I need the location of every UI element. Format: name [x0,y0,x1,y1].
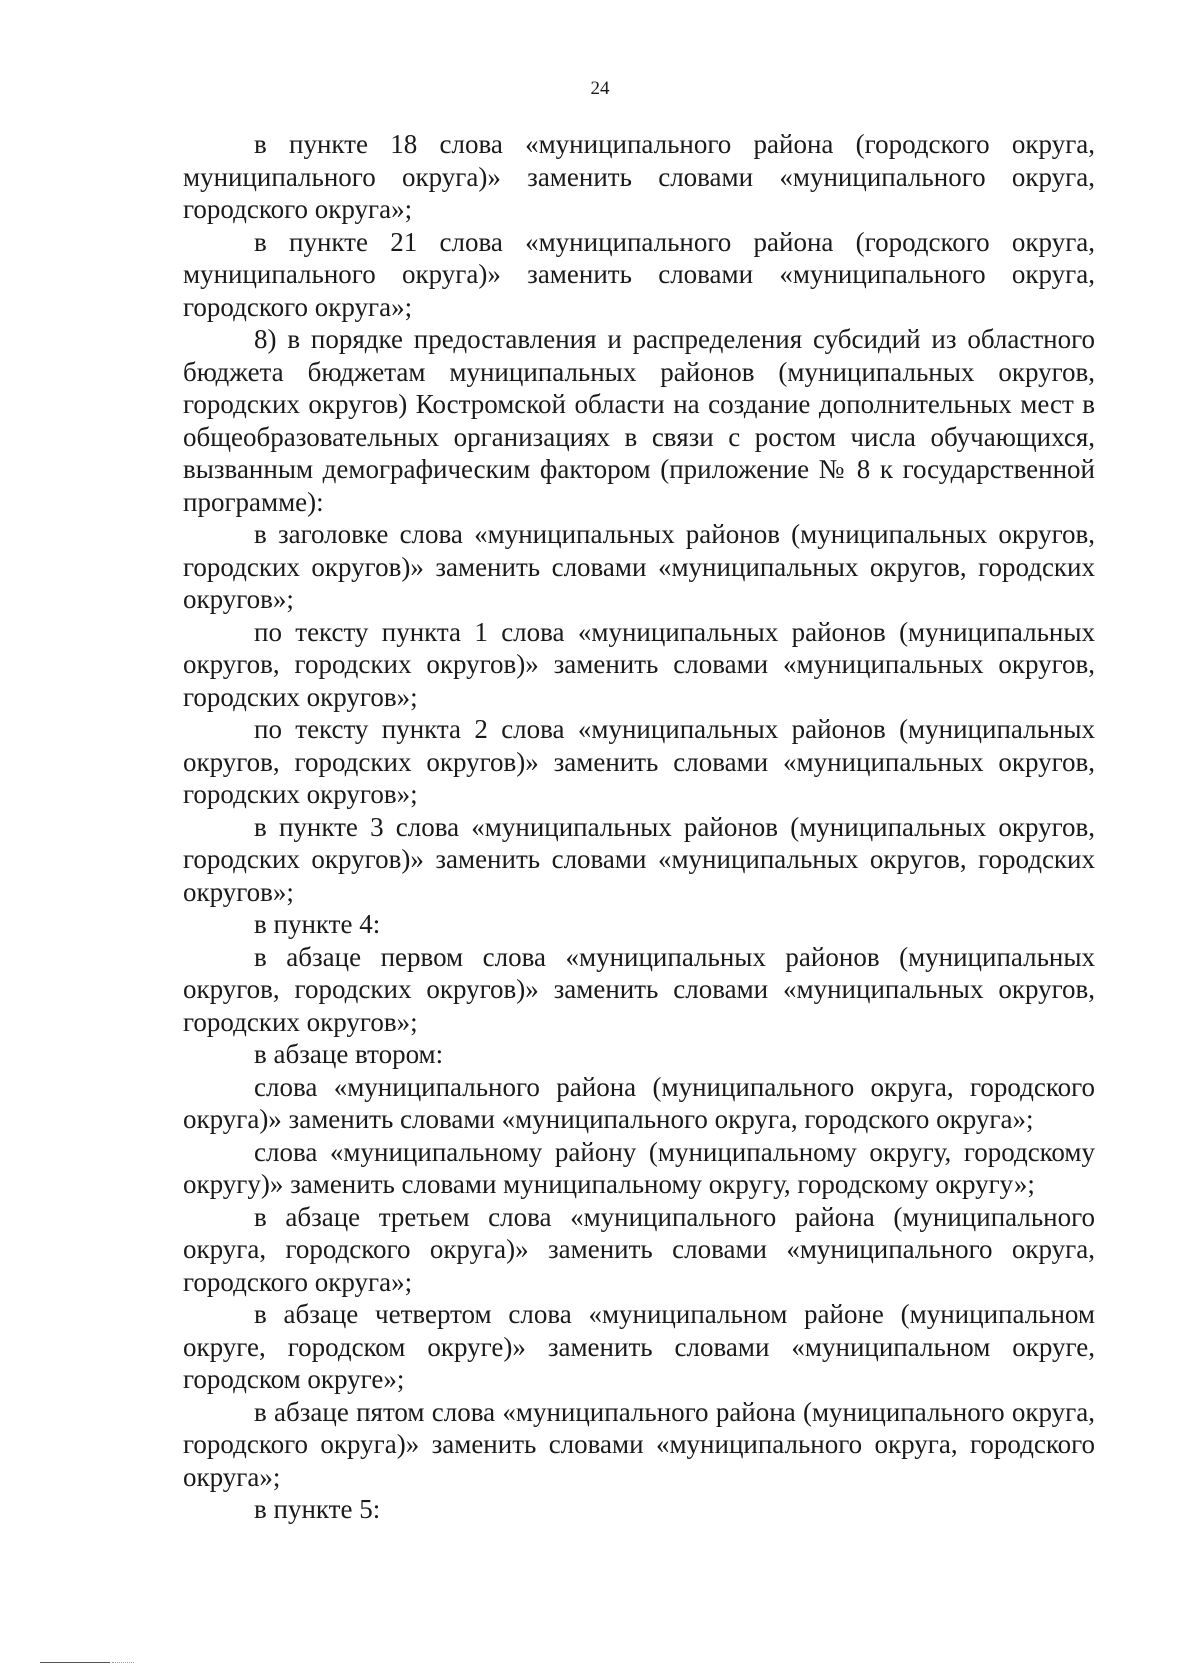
paragraph-heading-change: в заголовке слова «муниципальных районов (муниципальных округов, городских округов)» заменить словами «муниципальных округов, городских округов»; [183,519,1095,614]
page-number: 24 [590,78,610,99]
paragraph-item-4-first: в абзаце первом слова «муниципальных районов (муниципальных округов, городских округов)» заменить словами «муниципальных округов, городских округов»; [183,941,1095,1037]
paragraph-item-18: в пункте 18 слова «муниципального района (городского округа, муниципального округа)» заменить словами «муниципального округа, городского округа»; [183,129,1095,224]
paragraph-section-8: 8) в порядке предоставления и распределения субсидий из областного бюджета бюджетам муниципальных районов (муниципальных округов, городских округов) Костромской области на создание дополнительных мест в общеобразовательных организациях в связи с ростом числа обучающихся, вызванным демографическим фактором (приложение № 8 к государственной программе): [183,324,1095,517]
footer-rule [40,1662,110,1663]
paragraph-item-4-third: в абзаце третьем слова «муниципального района (муниципального округа, городского округа)» заменить словами «муниципального округа, городского округа»; [183,1201,1095,1297]
paragraph-item-2-text: по тексту пункта 2 слова «муниципальных районов (муниципальных округов, городских округов)» заменить словами «муниципальных округов, городских округов»; [183,714,1095,809]
paragraph-item-4-intro: в пункте 4: [254,909,381,939]
paragraph-item-3: в пункте 3 слова «муниципальных районов (муниципальных округов, городских округов)» заменить словами «муниципальных округов, городских округов»; [183,811,1095,907]
paragraph-item-5-intro: в пункте 5: [254,1494,381,1524]
paragraph-item-4-second-intro: в абзаце втором: [254,1039,444,1069]
paragraph-item-4-fifth: в абзаце пятом слова «муниципального района (муниципального округа, городского округа)» заменить словами «муниципального округа, городского округа»; [183,1396,1095,1492]
paragraph-item-4-second-words-a: слова «муниципального района (муниципального округа, городского округа)» заменить словами «муниципального округа, городского округа»; [183,1071,1095,1134]
paragraph-item-4-second-words-b: слова «муниципальному району (муниципальному округу, городскому округу)» заменить словами муниципальному округу, городскому округу»; [183,1136,1095,1199]
footer-rule-dots [112,1662,134,1663]
paragraph-item-21: в пункте 21 слова «муниципального района (городского округа, муниципального округа)» заменить словами «муниципального округа, городского округа»; [183,226,1095,322]
document-body [183,128,1095,1526]
paragraph-item-1-text: по тексту пункта 1 слова «муниципальных районов (муниципальных округов, городских округов)» заменить словами «муниципальных округов, городских округов»; [183,616,1095,712]
paragraph-item-4-fourth: в абзаце четвертом слова «муниципальном районе (муниципальном округе, городском округе)» заменить словами «муниципальном округе, городском округе»; [183,1299,1095,1394]
